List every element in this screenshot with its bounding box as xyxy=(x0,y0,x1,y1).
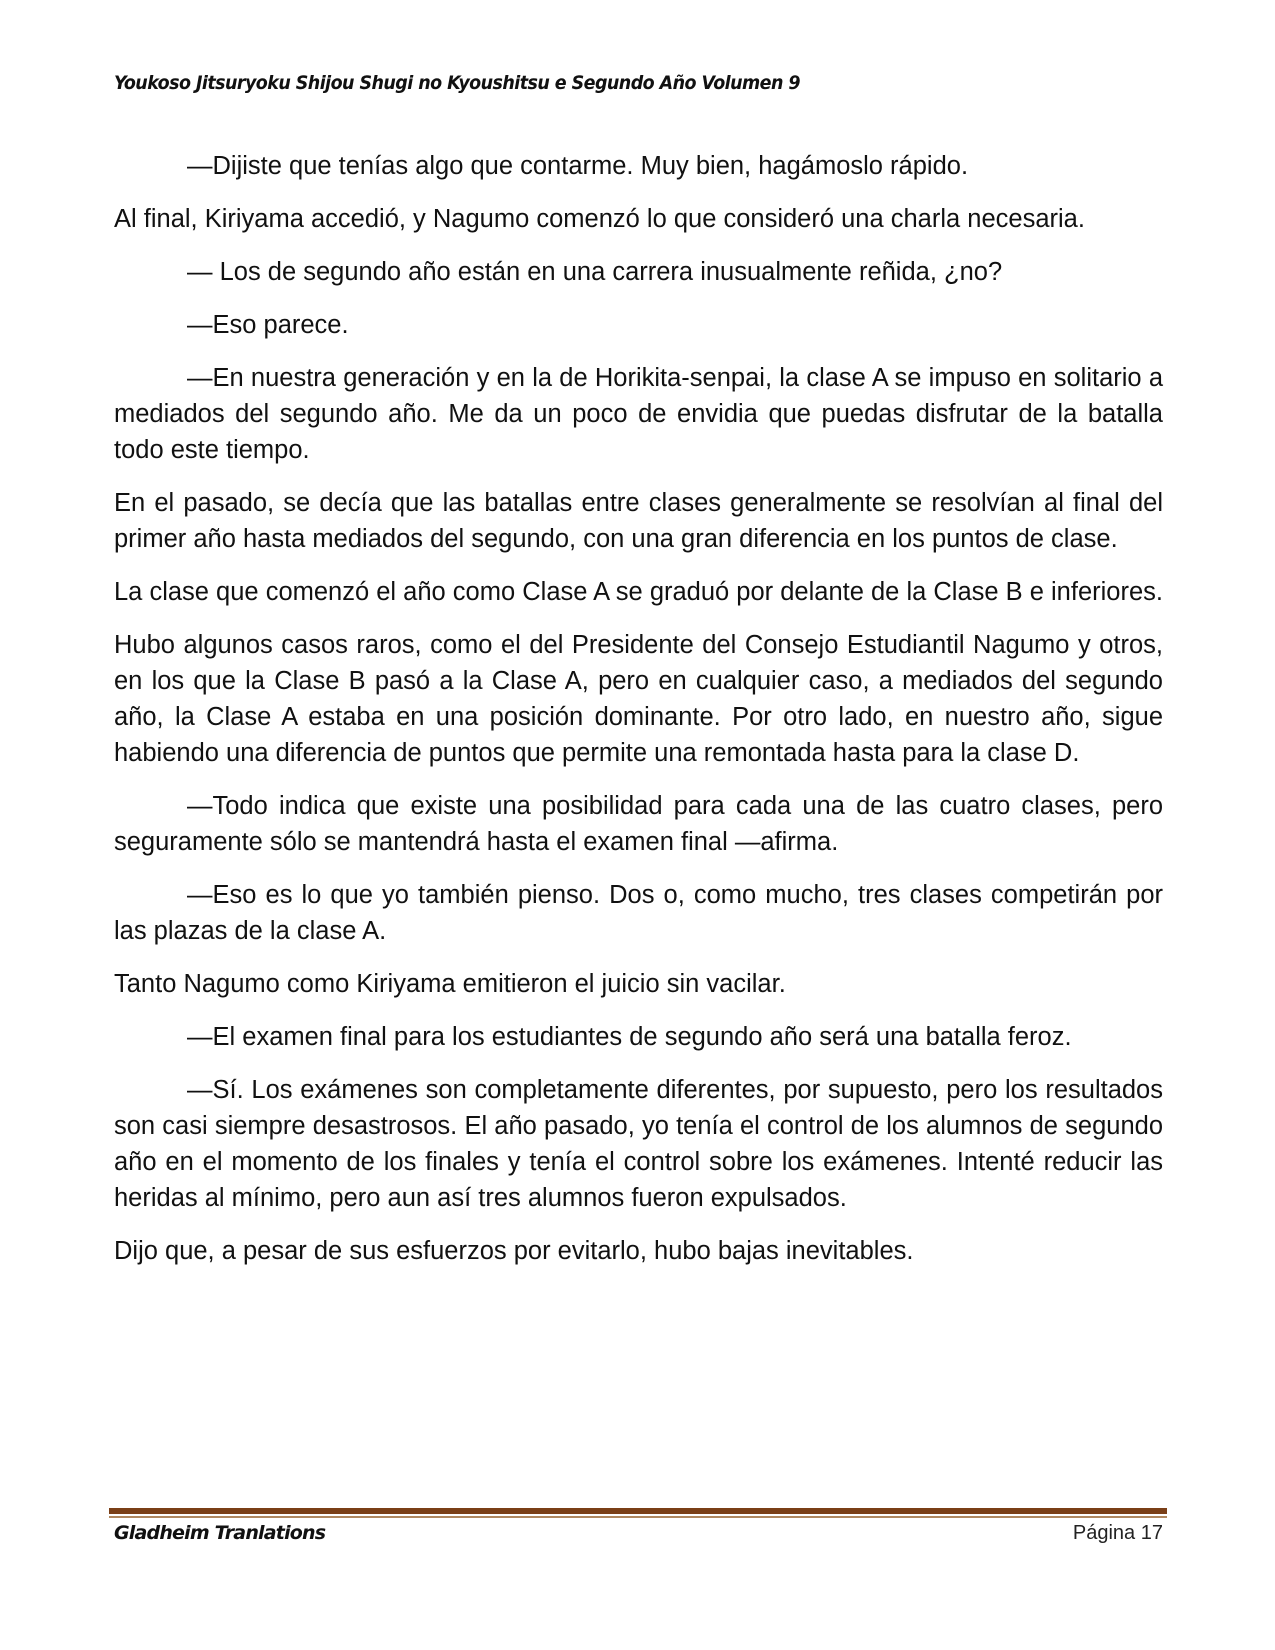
narration-paragraph: Dijo que, a pesar de sus esfuerzos por evitarlo, hubo bajas inevitables. xyxy=(114,1237,914,1265)
footer-rule xyxy=(109,1508,1167,1514)
narration-paragraph: La clase que comenzó el año como Clase A se graduó por delante de la Clase B e inferiores. xyxy=(114,578,1163,606)
page-number-value: 17 xyxy=(1140,1522,1163,1544)
footer-translator: Gladheim Tranlations xyxy=(114,1522,326,1544)
page-label: Página xyxy=(1072,1522,1136,1544)
dialogue-paragraph: —Sí. Los exámenes son completamente diferentes, por supuesto, pero los resultados son casi siempre desastrosos. El año pasado, yo tenía el control de los alumnos de segundo año en el momento de los finales y tenía el control sobre los exámenes. Intenté reducir las heridas al mínimo, pero aun así tres alumnos fueron expulsados. xyxy=(114,1076,1163,1212)
page-body xyxy=(114,148,1163,1286)
dialogue-paragraph: —Eso es lo que yo también pienso. Dos o, como mucho, tres clases competirán por las plazas de la clase A. xyxy=(114,881,1163,945)
narration-paragraph: Hubo algunos casos raros, como el del Presidente del Consejo Estudiantil Nagumo y otros, en los que la Clase B pasó a la Clase A, pero en cualquier caso, a mediados del segundo año, la Clase A estaba en una posición dominante. Por otro lado, en nuestro año, sigue habiendo una diferencia de puntos que permite una remontada hasta para la clase D. xyxy=(114,631,1163,767)
dialogue-paragraph: —El examen final para los estudiantes de segundo año será una batalla feroz. xyxy=(187,1023,1072,1051)
dialogue-paragraph: —Dijiste que tenías algo que contarme. Muy bien, hagámoslo rápido. xyxy=(187,152,969,180)
running-header: Youkoso Jitsuryoku Shijou Shugi no Kyoushitsu e Segundo Año Volumen 9 xyxy=(114,72,801,94)
dialogue-paragraph: —Eso parece. xyxy=(187,311,349,339)
footer-rule-thin xyxy=(109,1516,1167,1518)
narration-paragraph: Al final, Kiriyama accedió, y Nagumo comenzó lo que consideró una charla necesaria. xyxy=(114,205,1085,233)
dialogue-paragraph: — Los de segundo año están en una carrera inusualmente reñida, ¿no? xyxy=(187,258,1003,286)
dialogue-paragraph: —Todo indica que existe una posibilidad para cada una de las cuatro clases, pero seguramente sólo se mantendrá hasta el examen final —afirma. xyxy=(114,792,1163,856)
dialogue-paragraph: —En nuestra generación y en la de Horikita-senpai, la clase A se impuso en solitario a mediados del segundo año. Me da un poco de envidia que puedas disfrutar de la batalla todo este tiempo. xyxy=(114,364,1163,464)
narration-paragraph: En el pasado, se decía que las batallas entre clases generalmente se resolvían al final del primer año hasta mediados del segundo, con una gran diferencia en los puntos de clase. xyxy=(114,489,1163,553)
page-number xyxy=(1073,1522,1163,1545)
narration-paragraph: Tanto Nagumo como Kiriyama emitieron el juicio sin vacilar. xyxy=(114,970,786,998)
